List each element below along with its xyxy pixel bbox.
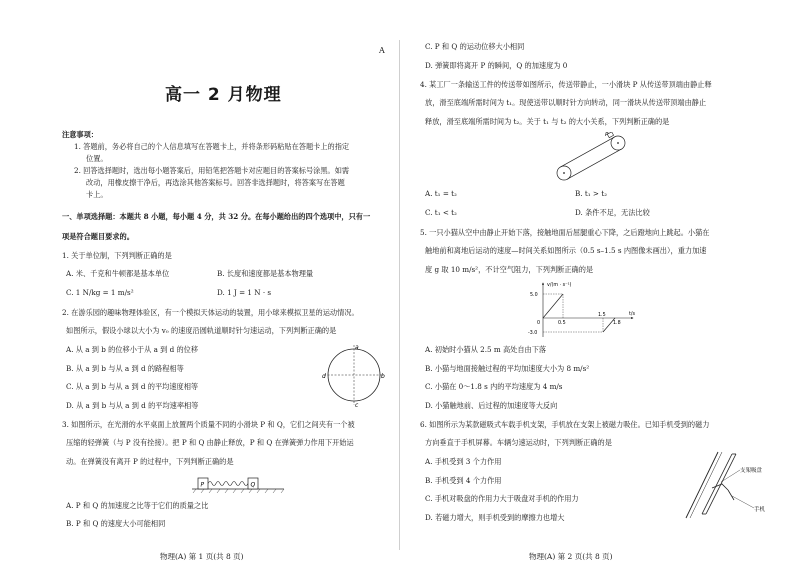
q5-option-a: A. 初始时小猫从 2.5 m 高处自由下落 bbox=[425, 345, 547, 354]
q3-option-d: D. 弹簧即将离开 P 的瞬间，Q 的加速度为 0 bbox=[425, 61, 568, 70]
point-b-label: b bbox=[381, 373, 385, 380]
surface-hatching bbox=[193, 489, 284, 493]
block-p-label: P bbox=[200, 481, 205, 489]
q3-option-b: B. P 和 Q 的速度大小可能相同 bbox=[66, 519, 166, 528]
q1-option-d: D. 1 J = 1 N · s bbox=[217, 288, 272, 297]
q1-stem: 1. 关于单位制，下列判断正确的是 bbox=[62, 251, 172, 260]
circle-orbit-figure bbox=[318, 342, 390, 408]
graph-tick-5: 5.0 bbox=[530, 293, 538, 298]
q6-line-2: 方向垂直于手机屏幕。车辆匀速运动时，下列判断正确的是 bbox=[425, 438, 612, 447]
q6-option-c: C. 手机对吸盘的作用力大于吸盘对手机的作用力 bbox=[425, 494, 579, 503]
velocity-time-graph bbox=[525, 280, 640, 340]
q6-option-a: A. 手机受到 3 个力作用 bbox=[425, 457, 502, 466]
notice-title: 注意事项： bbox=[62, 130, 98, 139]
q2-option-c: C. 从 a 到 b 与从 a 到 d 的平均速度相等 bbox=[66, 382, 199, 391]
q3-option-c: C. P 和 Q 的运动位移大小相同 bbox=[425, 42, 525, 51]
leader-line-2 bbox=[732, 496, 754, 508]
point-c-label: c bbox=[355, 402, 359, 408]
dashboard-line-inner bbox=[690, 452, 722, 518]
notice-2-line-2: 改动，用橡皮擦干净后，再选涂其他答案标号。回答非选择题时，将答案写在答题 bbox=[86, 178, 345, 187]
q6-option-b: B. 手机受到 4 个力作用 bbox=[425, 476, 502, 485]
q3-line-1: 3. 如图所示，在光滑的水平桌面上放置两个质量不同的小滑块 P 和 Q，它们之间夹有一个被 bbox=[62, 420, 355, 429]
conveyor-belt-figure bbox=[550, 132, 630, 186]
q1-option-c: C. 1 N/kg = 1 m/s² bbox=[66, 288, 134, 297]
q1-option-a: A. 米、千克和牛顿都是基本单位 bbox=[66, 269, 170, 278]
q3-line-2: 压缩的轻弹簧（与 P 没有拴接）。把 P 和 Q 由静止释放，P 和 Q 在弹簧弹力作用下开始运 bbox=[66, 438, 354, 447]
q2-option-d: D. 从 a 到 b 与从 a 到 d 的平均速率相等 bbox=[66, 401, 199, 410]
phone-holder-figure bbox=[682, 448, 782, 520]
q4-option-a: A. t₁ = t₂ bbox=[425, 189, 457, 198]
spring-blocks-figure bbox=[190, 472, 286, 494]
notice-1-line-1: 1. 答题前，务必将自己的个人信息填写在答题卡上，并将条形码粘贴在答题卡上的指定 bbox=[74, 142, 350, 151]
q4-option-c: C. t₁ < t₂ bbox=[425, 208, 457, 217]
phone-body bbox=[702, 454, 736, 514]
q5-option-d: D. 小猫触地前、后过程的加速度等大反向 bbox=[425, 401, 558, 410]
belt-lower bbox=[567, 149, 621, 179]
header-mark: A bbox=[379, 46, 385, 55]
q5-option-c: C. 小猫在 0～1.8 s 内的平均速度为 4 m/s bbox=[425, 382, 563, 391]
q2-line-2: 如图所示，假设小球以大小为 v₀ 的速度沿圆轨道顺时针匀速运动，下列判断正确的是 bbox=[66, 326, 337, 335]
footer-page-1: 物理(A) 第 1 页(共 8 页) bbox=[160, 552, 244, 561]
notice-1-line-2: 位置。 bbox=[86, 154, 108, 163]
point-a-label: a bbox=[355, 344, 359, 351]
phone-label: 手机 bbox=[754, 507, 766, 513]
q3-option-a: A. P 和 Q 的加速度之比等于它们的质量之比 bbox=[66, 501, 209, 510]
q4-option-b: B. t₁ > t₂ bbox=[575, 189, 607, 198]
q5-line-1: 5. 一只小猫从空中由静止开始下落，接触地面后屈腿重心下降，之后蹬地向上跳起。小猫在 bbox=[420, 228, 710, 237]
leader-line-1 bbox=[721, 470, 740, 482]
compressed-spring bbox=[208, 482, 248, 486]
dashboard-line bbox=[686, 452, 718, 518]
belt-upper bbox=[561, 137, 615, 167]
q5-line-2: 触地前和离地后运动的速度—时间关系如图所示（0.5 s–1.5 s 内图像未画出），重力加速 bbox=[425, 246, 707, 255]
notice-2-line-1: 2. 回答选择题时，选出每小题答案后，用铅笔把答题卡对应题目的答案标号涂黑。如需 bbox=[74, 166, 350, 175]
slider-p-label: P bbox=[605, 132, 609, 138]
graph-t-label: t/s bbox=[629, 312, 635, 317]
graph-v-label: v/(m · s⁻¹) bbox=[547, 283, 572, 288]
holder-label: 支架吸盘 bbox=[740, 468, 763, 474]
q6-option-d: D. 若磁力增大，则手机受到的摩擦力也增大 bbox=[425, 513, 565, 522]
block-q-label: Q bbox=[250, 481, 256, 489]
q4-line-2: 放，滑至底端所需时间为 t₁。现使送带以顺时针方向转动，同一滑块从传送带顶端由静止 bbox=[425, 98, 707, 107]
graph-tick-0: 0 bbox=[537, 321, 541, 326]
section-heading-line-2: 项是符合题目要求的。 bbox=[62, 232, 134, 241]
q3-line-3: 动。在弹簧没有离开 P 的过程中，下列判断正确的是 bbox=[66, 457, 234, 466]
q1-option-b: B. 长度和速度都是基本物理量 bbox=[217, 269, 314, 278]
graph-tick-15: 1.5 bbox=[598, 313, 606, 318]
notice-2-line-3: 卡上。 bbox=[86, 190, 108, 199]
q4-line-1: 4. 某工厂一条输送工件的传送带如图所示，传送带静止，一小滑块 P 从传送带顶端由静止释 bbox=[420, 80, 712, 89]
q6-line-1: 6. 如图所示为某款磁吸式车载手机支架，手机放在支架上被磁力吸住。已知手机受到的磁力 bbox=[420, 420, 710, 429]
page-title: 高一 2 月物理 bbox=[165, 85, 282, 105]
section-heading-line-1: 一、单项选择题：本题共 8 小题，每小题 4 分，共 32 分。在每小题给出的四个选项中，只有一 bbox=[62, 212, 371, 221]
q4-line-3: 释放，滑至底端所需时间为 t₂。关于 t₁ 与 t₂ 的大小关系，下列判断正确的是 bbox=[425, 117, 670, 126]
q5-option-b: B. 小猫与地面接触过程的平均加速度大小为 8 m/s² bbox=[425, 364, 590, 373]
holder-arm bbox=[728, 490, 734, 500]
graph-tick-neg3: -3.0 bbox=[528, 331, 538, 336]
q2-option-a: A. 从 a 到 b 的位移小于从 a 到 d 的位移 bbox=[66, 345, 199, 354]
q5-line-3: 度 g 取 10 m/s²，不计空气阻力，下列判断正确的是 bbox=[425, 265, 594, 274]
graph-tick-18: 1.8 bbox=[613, 321, 621, 326]
q2-line-1: 2. 在游乐园的趣味物理体验区，有一个模拟天体运动的装置，用小球来模拟卫星的运动情况。 bbox=[62, 308, 359, 317]
footer-page-2: 物理(A) 第 2 页(共 8 页) bbox=[529, 552, 613, 561]
point-d-label: d bbox=[322, 373, 326, 380]
q4-option-d: D. 条件不足，无法比较 bbox=[575, 208, 650, 217]
right-page bbox=[400, 0, 800, 579]
q2-option-b: B. 从 a 到 b 与从 a 到 d 的路程相等 bbox=[66, 364, 184, 373]
graph-tick-05: 0.5 bbox=[558, 321, 566, 326]
graph-fall-segment bbox=[543, 294, 563, 318]
